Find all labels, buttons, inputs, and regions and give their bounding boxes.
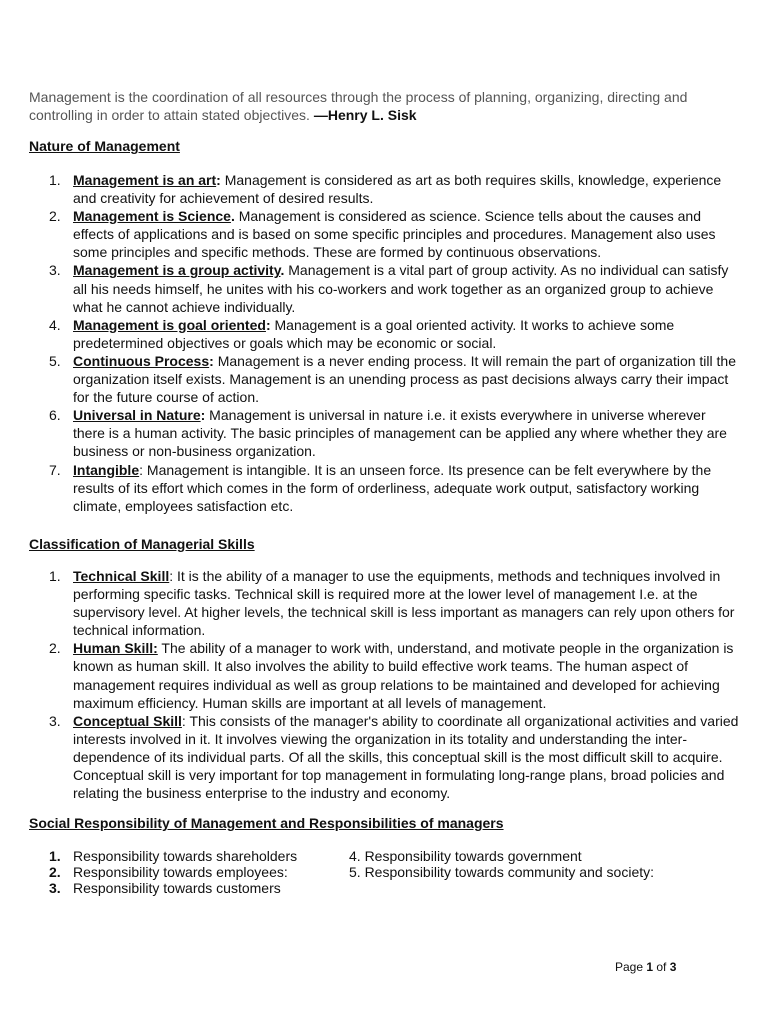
item-text: Responsibility towards customers (73, 880, 281, 896)
item-term: Human Skill: (73, 640, 158, 657)
item-text: Responsibility towards employees: (73, 864, 288, 880)
intro-author: —Henry L. Sisk (313, 107, 417, 123)
item-text: Management is considered as science. Science tells about the causes and effects of applications and is based on some specific principles and procedures. Management also uses some principles and specific methods. These are formed by continuous observations. (73, 208, 716, 261)
item-term: Intangible (73, 461, 140, 478)
item-term: Conceptual Skill (73, 712, 182, 729)
item-text: 5. Responsibility towards community and society: (349, 864, 655, 880)
list-item (29, 864, 297, 880)
item-number: 3. (49, 262, 61, 279)
item-term: Technical Skill (73, 568, 170, 584)
list-item (29, 406, 741, 460)
list-item (29, 712, 741, 802)
item-separator: . (280, 262, 285, 279)
list-item (29, 880, 297, 896)
item-number: 4. (49, 316, 61, 333)
item-number: 7. (49, 461, 61, 478)
list-item (29, 639, 741, 711)
item-term: Management is an art (73, 172, 217, 188)
list-item (29, 567, 741, 639)
social-heading: Social Responsibility of Management and Responsibilities of managers (29, 815, 504, 831)
item-term: Management is goal oriented (73, 316, 266, 333)
list-item (29, 848, 297, 864)
item-text: Responsibility towards shareholders (73, 848, 298, 864)
item-text: Management is a goal oriented activity. It works to achieve some predetermined objectives or goals which may be economic or social. (73, 316, 675, 351)
item-text: Management is a never ending process. It will remain the part of organization till the organization itself exists. Management is an unending process as past decisions always carry their impact for the future course of action. (73, 352, 736, 406)
skills-list (29, 567, 741, 802)
total-pages: 3 (669, 960, 677, 974)
intro-paragraph (29, 88, 729, 124)
item-number: 1. (49, 848, 61, 864)
item-term: Continuous Process (73, 352, 210, 369)
item-separator: : (169, 568, 174, 584)
item-text: Management is universal in nature i.e. it exists everywhere in universe wherever there is a human activity. The basic principles of management can be applied any where whether they are business or non-business organization. (73, 407, 727, 460)
list-item (29, 352, 741, 406)
item-number: 2. (49, 208, 61, 225)
item-number: 5. (49, 352, 61, 369)
page-of: of (653, 960, 670, 974)
page-label: Page (615, 960, 647, 974)
item-number: 2. (49, 640, 61, 657)
responsibility-list-left (29, 848, 297, 896)
list-item (29, 461, 741, 515)
item-number: 2. (49, 864, 61, 880)
item-term: Management is a group activity (73, 262, 281, 279)
item-separator: . (230, 208, 235, 225)
skills-heading: Classification of Managerial Skills (29, 536, 255, 552)
item-number: 6. (49, 407, 61, 424)
item-term: Management is Science (73, 208, 231, 225)
item-text: Management is intangible. It is an unseen force. Its presence can be felt everywhere by the results of its effort which comes in the form of orderliness, adequate work output, satisfactory working climate, employees satisfaction etc. (73, 461, 712, 514)
item-separator: : (209, 352, 214, 369)
item-term: Universal in Nature (73, 407, 201, 424)
list-item (29, 261, 741, 315)
nature-list (29, 171, 741, 515)
item-text: Management is considered as art as both requires skills, knowledge, experience and creativity for achievement of desired results. (73, 172, 722, 207)
current-page: 1 (646, 960, 654, 974)
item-number: 3. (49, 880, 61, 896)
item-text: 4. Responsibility towards government (349, 848, 582, 864)
page-number (615, 960, 676, 974)
list-item (349, 864, 654, 880)
list-item (29, 207, 741, 261)
responsibility-list-right (349, 848, 654, 880)
item-separator: : (265, 316, 271, 333)
item-text: Management is a vital part of group activity. As no individual can satisfy all his needs himself, he unites with his co-workers and work together as an organized group to achieve what he cannot achieve individually. (73, 262, 729, 315)
item-number: 3. (49, 712, 61, 729)
list-item (29, 316, 741, 352)
item-separator: : (181, 712, 186, 729)
intro-text: Management is the coordination of all resources through the process of planning, organizing, directing and controlling in order to attain stated objectives. (29, 89, 688, 123)
nature-heading: Nature of Management (29, 138, 180, 154)
list-item (349, 848, 654, 864)
item-text: It is the ability of a manager to use the equipments, methods and techniques involved in performing specific tasks. Technical skill is required more at the lower level of management I.e. at the supervisory level. At higher levels, the technical skill is less important as managers can rely upon others for technical information. (73, 568, 735, 639)
item-separator: : (200, 407, 206, 424)
item-separator: : (216, 172, 221, 188)
item-text: The ability of a manager to work with, understand, and motivate people in the organization is known as human skill. It also involves the ability to build effective work teams. The human aspect of management requires individual as well as group relations to be maintained and developed for achieving maximum efficiency. Human skills are important at all levels of management. (73, 640, 734, 711)
item-number: 1. (49, 568, 61, 584)
item-separator: : (139, 461, 144, 478)
item-text: This consists of the manager's ability to coordinate all organizational activities and varied interests involved in it. It involves viewing the organization in its totality and understanding the inter-dependence of its individual parts. Of all the skills, this conceptual skill is the most difficult skill to acquire. Conceptual skill is very important for top management in formulating long-range plans, broad policies and relating the business enterprise to the industry and economy. (73, 712, 739, 802)
list-item (29, 171, 741, 207)
item-number: 1. (49, 172, 61, 188)
